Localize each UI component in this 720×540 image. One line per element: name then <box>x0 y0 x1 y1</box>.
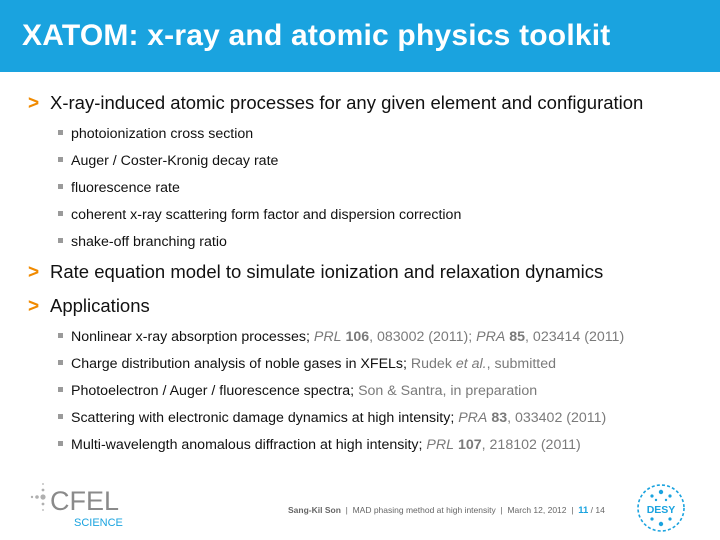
citation-etal: et al. <box>455 356 487 372</box>
cfel-sub-text: SCIENCE <box>74 517 123 529</box>
citation-author: Rudek <box>410 356 456 372</box>
citation-detail: , 033402 (2011) <box>507 410 607 426</box>
square-bullet-icon <box>58 157 63 162</box>
citation-detail: Son & Santra, in preparation <box>358 383 538 399</box>
application-text: Scattering with electronic damage dynamics at high intensity; <box>71 410 459 426</box>
bullet-level2 <box>58 207 461 223</box>
citation-detail: , 023414 (2011) <box>525 329 625 345</box>
square-bullet-icon <box>58 387 63 392</box>
application-text: Charge distribution analysis of noble gases in XFELs; <box>71 356 411 372</box>
journal-volume: 83 <box>491 410 508 426</box>
footer-separator: | <box>345 505 348 515</box>
square-bullet-icon <box>58 441 63 446</box>
square-bullet-icon <box>58 184 63 189</box>
journal-name: PRA <box>476 329 506 345</box>
square-bullet-icon <box>58 130 63 135</box>
footer-separator: | <box>571 505 574 515</box>
bullet-level2 <box>58 126 253 142</box>
application-item <box>58 356 556 372</box>
bullet-text: X-ray-induced atomic processes for any given element and configuration <box>50 92 644 113</box>
journal-name: PRL <box>426 437 455 453</box>
journal-volume: 106 <box>345 329 370 345</box>
application-text: Photoelectron / Auger / fluorescence spectra; <box>71 383 359 399</box>
bullet-level2 <box>58 234 227 250</box>
bullet-text: shake-off branching ratio <box>71 234 227 250</box>
citation-detail: , submitted <box>486 356 557 372</box>
application-item <box>58 437 581 453</box>
square-bullet-icon <box>58 238 63 243</box>
application-item <box>58 410 606 426</box>
bullet-text: fluorescence rate <box>71 180 180 196</box>
square-bullet-icon <box>58 211 63 216</box>
application-item <box>58 329 624 345</box>
bullet-text: Applications <box>50 295 150 316</box>
square-bullet-icon <box>58 360 63 365</box>
footer <box>288 505 605 516</box>
arrow-bullet-icon: > <box>28 296 40 317</box>
footer-page-number: 11 <box>578 505 589 516</box>
cfel-logo <box>28 480 138 530</box>
journal-name: PRL <box>313 329 342 345</box>
desy-logo <box>636 483 686 533</box>
citation-detail: , 083002 (2011); <box>369 329 477 345</box>
bullet-level1 <box>28 92 643 115</box>
footer-talk-title: MAD phasing method at high intensity <box>352 505 496 515</box>
cfel-dots-icon <box>31 483 46 511</box>
footer-separator: | <box>500 505 503 515</box>
square-bullet-icon <box>58 333 63 338</box>
bullet-text: Rate equation model to simulate ionization and relaxation dynamics <box>50 261 604 282</box>
journal-volume: 85 <box>509 329 526 345</box>
footer-page-total: / 14 <box>590 505 605 515</box>
application-text: Nonlinear x-ray absorption processes; <box>71 329 314 345</box>
footer-date: March 12, 2012 <box>507 505 567 515</box>
bullet-level2 <box>58 180 180 196</box>
arrow-bullet-icon: > <box>28 262 40 283</box>
bullet-text: photoionization cross section <box>71 126 254 142</box>
square-bullet-icon <box>58 414 63 419</box>
desy-text: DESY <box>646 504 676 516</box>
bullet-level2 <box>58 153 278 169</box>
arrow-bullet-icon: > <box>28 93 40 114</box>
bullet-text: coherent x-ray scattering form factor and dispersion correction <box>71 207 462 223</box>
application-item <box>58 383 537 399</box>
cfel-main-text: CFEL <box>50 486 120 516</box>
journal-volume: 107 <box>457 437 482 453</box>
slide-title: XATOM: x-ray and atomic physics toolkit <box>22 19 611 52</box>
bullet-level1 <box>28 295 150 318</box>
citation-detail: , 218102 (2011) <box>481 437 581 453</box>
journal-name: PRA <box>458 410 488 426</box>
footer-author: Sang-Kil Son <box>288 505 341 515</box>
application-text: Multi-wavelength anomalous diffraction at high intensity; <box>71 437 427 453</box>
bullet-level1 <box>28 261 603 284</box>
bullet-text: Auger / Coster-Kronig decay rate <box>71 153 279 169</box>
